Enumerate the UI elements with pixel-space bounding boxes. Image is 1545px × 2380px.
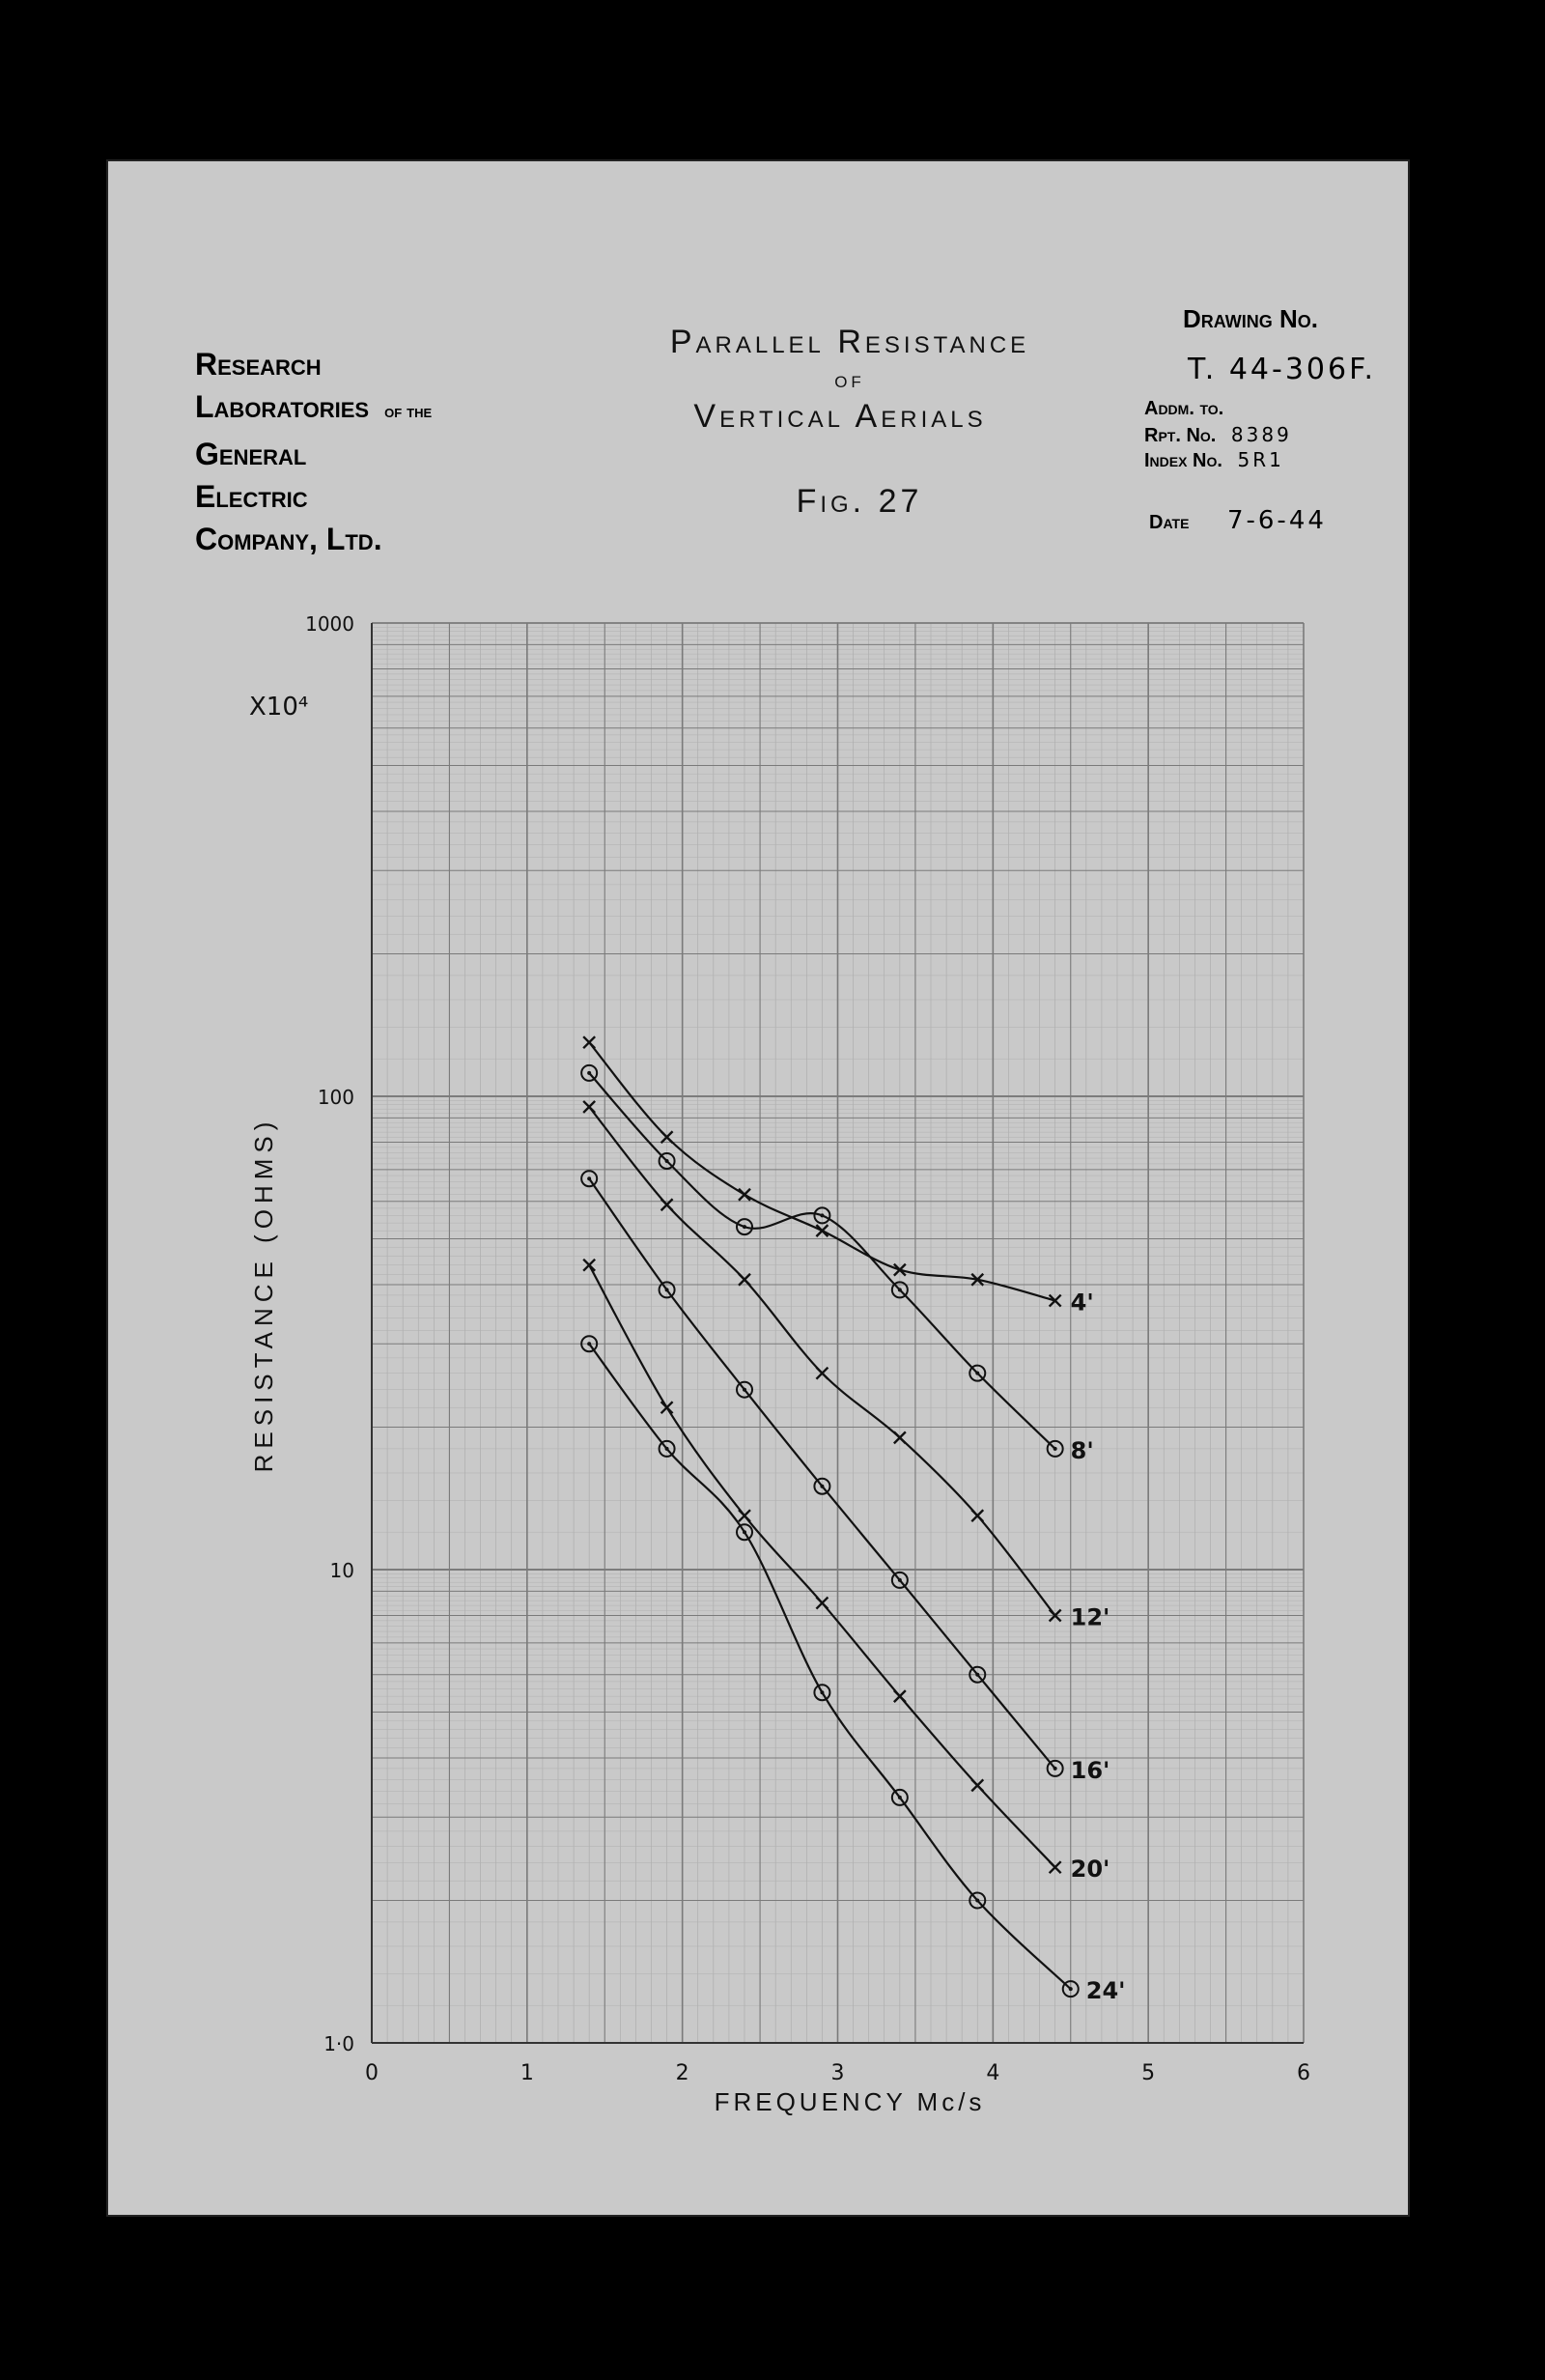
chart-title-line-3: Vertical Aerials: [693, 398, 987, 435]
add-to-label: Addm. to.: [1144, 398, 1224, 419]
x-tick-label: 5: [1141, 2061, 1156, 2085]
data-point-dot: [820, 1485, 824, 1488]
series-label: 12': [1070, 1603, 1110, 1631]
data-point-dot: [743, 1388, 746, 1392]
y-tick-label: 100: [317, 1086, 354, 1109]
y-tick-label: 10: [329, 1559, 354, 1582]
org-of-the: of the: [384, 402, 433, 421]
series-label: 20': [1070, 1856, 1110, 1884]
org-line-2-text: Laboratories: [195, 389, 370, 424]
data-point-dot: [975, 1372, 979, 1375]
data-point-dot: [743, 1530, 746, 1534]
y-multiplier-label: X10⁴: [249, 693, 309, 722]
x-axis-label: FREQUENCY Mc/s: [714, 2087, 986, 2116]
data-point-dot: [898, 1288, 902, 1291]
org-line-4: Electric: [195, 479, 308, 514]
series-label: 16': [1070, 1756, 1110, 1784]
series-line-5: [589, 1344, 1071, 1989]
series-label: 8': [1070, 1436, 1094, 1464]
org-line-3: General: [195, 437, 307, 471]
data-point-dot: [975, 1673, 979, 1677]
data-point-dot: [665, 1159, 669, 1163]
data-point-dot: [820, 1690, 824, 1694]
index-number: 5R1: [1237, 448, 1284, 471]
data-point-dot: [587, 1071, 591, 1075]
y-axis-label: RESISTANCE (OHMS): [249, 1116, 278, 1473]
data-point-dot: [820, 1213, 824, 1217]
org-line-1: Research: [195, 347, 322, 382]
data-point-dot: [1069, 1987, 1073, 1991]
x-tick-label: 2: [675, 2061, 689, 2085]
series-label: 24': [1085, 1977, 1126, 2005]
axis-ticks: [305, 612, 1310, 2085]
rpt-label: Rpt. No.: [1144, 425, 1217, 446]
x-tick-label: 3: [830, 2061, 845, 2085]
date-label: Date: [1149, 512, 1190, 533]
data-point-dot: [1053, 1447, 1057, 1451]
data-point-dot: [743, 1225, 746, 1229]
index-label: Index No.: [1144, 450, 1222, 471]
x-tick-label: 1: [520, 2061, 534, 2085]
data-point-dot: [898, 1796, 902, 1799]
data-point-dot: [665, 1447, 669, 1451]
y-tick-label: 1·0: [323, 2032, 354, 2055]
x-tick-label: 0: [365, 2061, 379, 2085]
date-value: 7-6-44: [1226, 506, 1327, 535]
series-label: 4': [1070, 1289, 1094, 1317]
chart-title-line-1: Parallel Resistance: [669, 324, 1030, 360]
data-point-dot: [1053, 1767, 1057, 1771]
data-point-dot: [898, 1578, 902, 1582]
drawing-label: Drawing No.: [1183, 304, 1318, 333]
drawing-number: T. 44-306F.: [1188, 353, 1377, 386]
data-point-dot: [665, 1288, 669, 1291]
y-tick-label: 1000: [305, 612, 354, 636]
data-point-dot: [587, 1176, 591, 1180]
data-point-dot: [587, 1342, 591, 1346]
x-tick-label: 4: [986, 2061, 1000, 2085]
data-point-dot: [975, 1898, 979, 1902]
rpt-number: 8389: [1230, 423, 1292, 446]
chart-title-line-2: of: [834, 367, 865, 393]
org-line-5: Company, Ltd.: [195, 522, 382, 556]
x-tick-label: 6: [1297, 2061, 1310, 2085]
figure-number: Fig. 27: [796, 483, 923, 520]
